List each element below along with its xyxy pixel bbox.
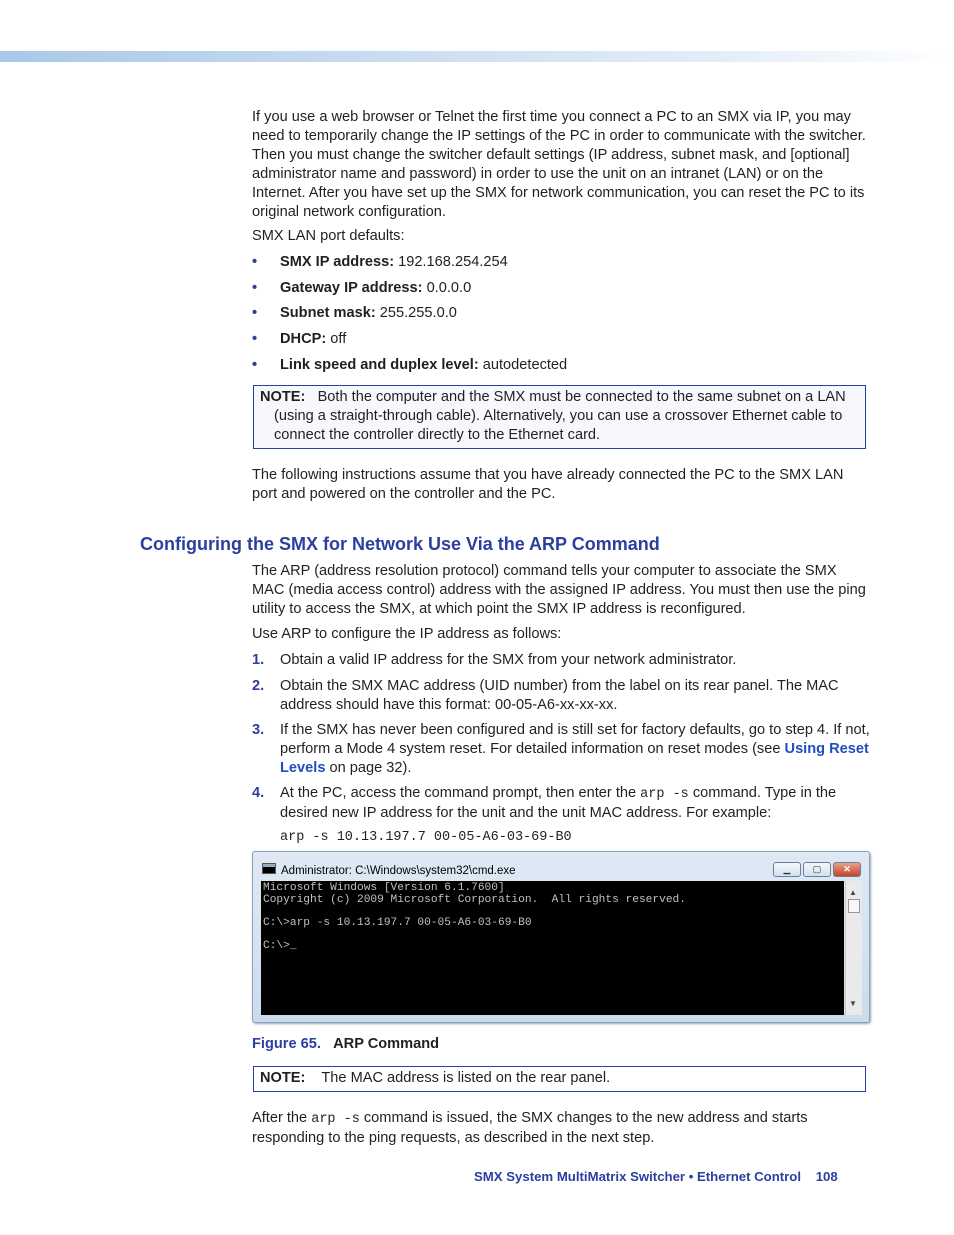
scroll-thumb[interactable] bbox=[848, 899, 860, 913]
bullet-icon: • bbox=[252, 305, 258, 321]
cmd-window-title: Administrator: C:\Windows\system32\cmd.exe bbox=[281, 865, 516, 877]
list-item: • Subnet mask: 255.255.0.0 bbox=[252, 305, 457, 321]
page-footer: SMX System MultiMatrix Switcher • Ethernet Control 108 bbox=[474, 1169, 838, 1184]
scroll-up-icon[interactable]: ▲ bbox=[849, 888, 857, 897]
list-item: • Gateway IP address: 0.0.0.0 bbox=[252, 280, 472, 296]
console-line: C:\>arp -s 10.13.197.7 00-05-A6-03-69-B0 bbox=[263, 916, 532, 929]
note-mac-address: NOTE: The MAC address is listed on the rear panel. bbox=[253, 1066, 866, 1092]
console-output[interactable] bbox=[261, 881, 844, 1015]
list-item: • DHCP: off bbox=[252, 331, 347, 347]
intro-paragraph: If you use a web browser or Telnet the first time you connect a PC to an SMX via IP, you may need to temporarily change the IP settings of the PC in order to communicate with the switcher. Then you must change the switcher default settings (IP address, subnet mask, and [optional] administrator name and password) in order to use the unit on an intranet (LAN) or on the Internet. After you have set up the SMX for network communication, you can reset the PC to its original network configuration. bbox=[252, 109, 866, 220]
bullet-icon: • bbox=[252, 280, 258, 296]
scroll-down-icon[interactable]: ▼ bbox=[849, 999, 857, 1008]
list-item: • SMX IP address: 192.168.254.254 bbox=[252, 254, 508, 270]
close-button[interactable]: ✕ bbox=[833, 862, 861, 877]
figure-caption: Figure 65. ARP Command bbox=[252, 1036, 440, 1052]
bullet-icon: • bbox=[252, 254, 258, 270]
using-reset-levels-link[interactable]: Using Reset Levels bbox=[280, 741, 869, 776]
section-heading: Configuring the SMX for Network Use Via the ARP Command bbox=[140, 534, 660, 554]
header-gradient-bar bbox=[0, 51, 954, 62]
inline-code: arp -s bbox=[640, 787, 689, 802]
use-arp-label: Use ARP to configure the IP address as follows: bbox=[252, 626, 562, 642]
example-command: arp -s 10.13.197.7 00-05-A6-03-69-B0 bbox=[280, 830, 572, 845]
step-2: 2. Obtain the SMX MAC address (UID number) from the label on its rear panel. The MAC address should have this format: 00-05-A6-xx-xx-xx. bbox=[252, 678, 839, 713]
assume-paragraph: The following instructions assume that you have already connected the PC to the SMX LAN port and powered on the controller and the PC. bbox=[252, 467, 844, 502]
console-line: Microsoft Windows [Version 6.1.7600] bbox=[263, 882, 505, 894]
bullet-icon: • bbox=[252, 331, 258, 347]
step-4: 4. At the PC, access the command prompt, then enter the arp -s command. Type in the desired new IP address for the unit and the unit MAC address. For example: bbox=[252, 785, 837, 821]
console-line: Copyright (c) 2009 Microsoft Corporation. All rights reserved. bbox=[263, 893, 686, 906]
cmd-window bbox=[252, 851, 870, 1023]
console-line: C:\>_ bbox=[263, 939, 297, 952]
step-1: 1. Obtain a valid IP address for the SMX from your network administrator. bbox=[252, 652, 737, 668]
bullet-icon: • bbox=[252, 357, 258, 373]
inline-code: arp -s bbox=[311, 1112, 360, 1127]
list-item: • Link speed and duplex level: autodetected bbox=[252, 357, 568, 373]
after-paragraph: After the arp -s command is issued, the SMX changes to the new address and starts responding to the ping requests, as described in the next step. bbox=[252, 1110, 808, 1146]
defaults-label: SMX LAN port defaults: bbox=[252, 228, 405, 244]
cmd-app-icon bbox=[262, 863, 276, 874]
page-number: 108 bbox=[815, 1169, 838, 1184]
maximize-button[interactable]: ▢ bbox=[803, 862, 831, 877]
console-scrollbar[interactable] bbox=[845, 881, 862, 1015]
arp-intro-paragraph: The ARP (address resolution protocol) command tells your computer to associate the SMX MAC (media access control) address with the assigned IP address. You must then use the ping utility to access the SMX, at which point the SMX IP address is reconfigured. bbox=[252, 563, 866, 617]
minimize-button[interactable]: ▁ bbox=[773, 862, 801, 877]
note-subnet: NOTE: Both the computer and the SMX must be connected to the same subnet on a LAN (using a straight-through cable). Alternatively, you can use a crossover Ethernet cable to connect the controller directly to the Ethernet card. bbox=[253, 385, 866, 449]
console-line bbox=[263, 929, 844, 941]
step-3: 3. If the SMX has never been configured and is still set for factory defaults, go to step 4. If not, perform a Mode 4 system reset. For detailed information on reset modes (see Using Reset Levels on page 32). bbox=[252, 722, 870, 776]
